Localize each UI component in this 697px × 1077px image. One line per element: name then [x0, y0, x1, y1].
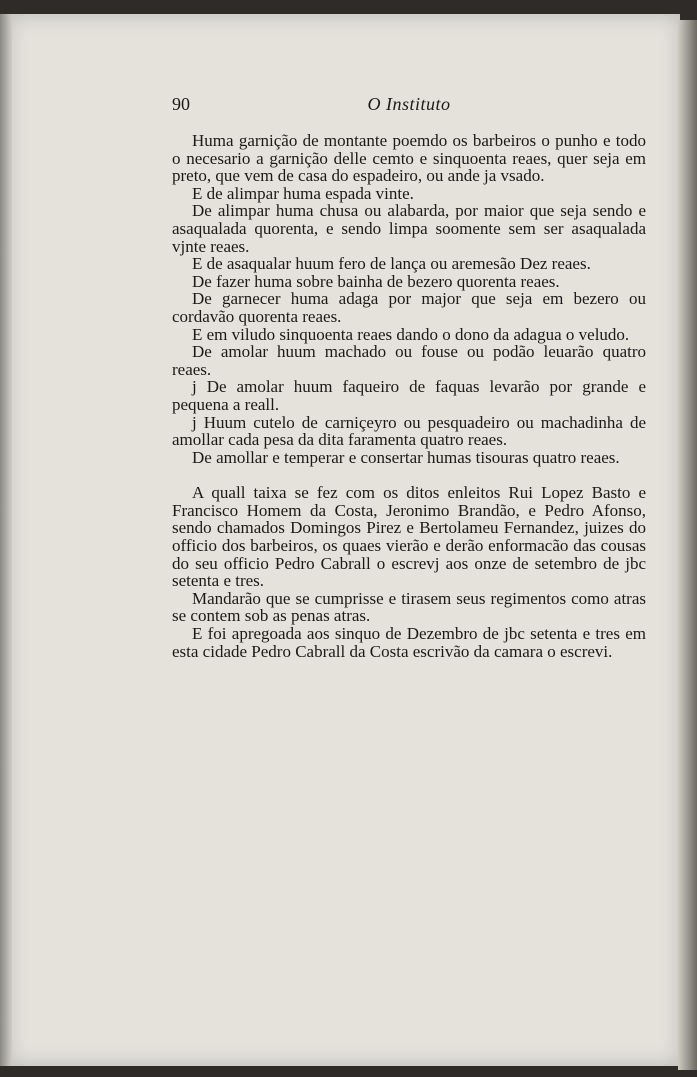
paragraph: De alimpar huma chusa ou alabarda, por maior que seja sendo e asaqualada quorenta, e sendo limpa soomente sem ser asaqualada vjnte reaes. — [172, 201, 646, 256]
paragraph: De garnecer huma adaga por major que seja em bezero ou cordavão quorenta reaes. — [172, 289, 646, 326]
paragraph: j Huum cutelo de carniçeyro ou pesquadeiro ou machadinha de amollar cada pesa da dita faramenta quatro reaes. — [172, 412, 646, 450]
running-title: O Instituto — [367, 94, 451, 114]
paragraph: Mandarão que se cumprisse e tirasem seus regimentos como atras se contem sob as penas atras. — [172, 588, 646, 626]
paragraph: E foi apregoada aos sinquo de Dezembro de jbc setenta e tres em esta cidade Pedro Cabrall da Costa escrivão da camara o escrevi. — [172, 624, 646, 661]
page-right-edge — [678, 20, 697, 1070]
paragraph: A quall taixa se fez com os ditos enleitos Rui Lopez Basto e Francisco Homem da Costa, Jeronimo Brandão, e Pedro Afonso, sendo chamados Domingos Pirez e Bertolameu Fernandez, juizes do officio dos barbeiros, os quaes vierão e derão enformacão das cousas do seu officio Pedro Cabrall o escrevj aos onze de setembro de jbc setenta e tres. — [172, 483, 646, 591]
paragraph: E em viludo sinquoenta reaes dando o dono da adagua o veludo. — [192, 324, 630, 344]
body-text — [172, 132, 646, 660]
paragraph: j De amolar huum faqueiro de faquas levarão por grande e pequena a reall. — [172, 377, 646, 414]
paragraph: De fazer huma sobre bainha de bezero quorenta reaes. — [192, 271, 560, 291]
page-header — [172, 94, 646, 120]
paragraph: E de asaqualar huum fero de lança ou aremesão Dez reaes. — [192, 254, 591, 274]
paragraph: Huma garnição de montante poemdo os barbeiros o punho e todo o necesario a garnição delle cemto e sinquoenta reaes, quer seja em preto, que vem de casa do espadeiro, ou ande ja vsado. — [172, 131, 646, 186]
page-binding-edge — [0, 14, 12, 1066]
paragraph: E de alimpar huma espada vinte. — [192, 183, 414, 203]
paragraph: De amolar huum machado ou fouse ou podão leuarão quatro reaes. — [172, 342, 646, 379]
paragraph: De amollar e temperar e consertar humas tisouras quatro reaes. — [192, 447, 620, 467]
page-number: 90 — [172, 94, 190, 114]
